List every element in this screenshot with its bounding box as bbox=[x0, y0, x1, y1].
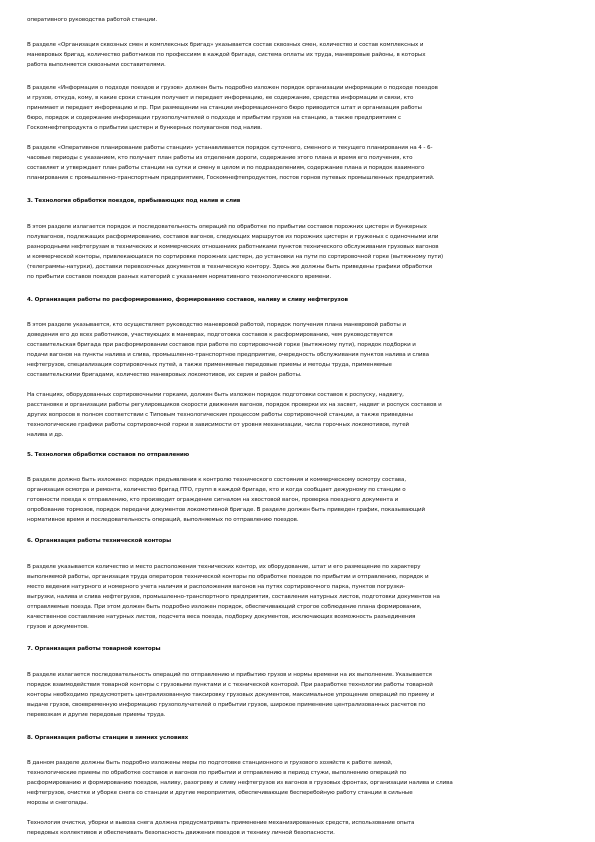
text-line: В этом разделе указывается, кто осуществляет руководство маневровой работой, порядок получения плана маневровой работы и bbox=[27, 322, 406, 328]
text-line: На станциях, оборудованных сортировочными горками, должен быть изложен порядок подготовки составов к роспуску, надвигу, bbox=[27, 392, 404, 398]
text-line: выдаче грузов, своевременную информацию грузополучателей о прибытии грузов, широкое применение централизованных расчетов по bbox=[27, 702, 426, 708]
text-line: В разделе «Оперативное планирование работы станции» устанавливается порядок суточного, сменного и текущего планирования на 4 - 6- bbox=[27, 145, 433, 151]
text-line: технологические приемы по обработке составов и вагонов по прибытии и отправлению в период стужи, выполнению операций по bbox=[27, 770, 407, 776]
text-line: отправляемые поезда. При этом должен быть подробно изложен порядок, обеспечивающий строгое соблюдение плана формирования, bbox=[27, 604, 422, 610]
text-line: и коммерческой конторы, привлекающихся по сортировке порожних цистерн, до установки на пути по сортировочной горке (вытяжному пути) bbox=[27, 254, 444, 260]
text-line: расстановке и организации работы регулировщиков скорости движения вагонов, порядок проверки их на засвет, надвиг и роспуск составов и bbox=[27, 402, 442, 408]
text-line: грузов и документов. bbox=[27, 624, 89, 630]
text-line: составительская бригада при расформировании составов при работе по сортировочной горке (вытяжному пути), порядок подборки и bbox=[27, 342, 416, 348]
section-heading: 3. Технология обработки поездов, прибывающих под налив и слив bbox=[27, 198, 241, 204]
text-line: подачи вагонов на пункты налива и слива, промышленно-транспортное предприятие, очередность обслуживания пунктов налива и слива bbox=[27, 352, 429, 358]
text-line: часовые периоды с указанием, кто получает план работы из отделения дороги, содержание этого плана и время его получения, кто bbox=[27, 155, 413, 161]
text-line: В разделе должно быть изложено: порядок предъявления к контролю технического состояния и коммерческому осмотру состава, bbox=[27, 477, 406, 483]
section-heading: 4. Организация работы по расформированию, формированию составов, наливу и сливу нефтегрузов bbox=[27, 297, 348, 303]
text-line: место ведения натурного и номерного учета наличия и расположения вагонов на путях сортировочного парка, пунктов погрузки- bbox=[27, 584, 405, 590]
text-line: оперативного руководства работой станции. bbox=[27, 17, 158, 23]
text-line: перевозкам и другие передовые приемы труда. bbox=[27, 712, 166, 718]
text-line: порядок взаимодействия товарной конторы с грузовыми пунктами и с технической конторой. При разработке технологии работы товарной bbox=[27, 682, 433, 688]
text-line: Госкомнефтепродукта о прибытии цистерн и бункерных полувагонов под налив. bbox=[27, 125, 262, 131]
text-line: конторы необходимо предусмотреть централизованную таксировку грузовых документов, максимальное упрощение операций по приему и bbox=[27, 692, 435, 698]
text-line: морозы и снегопады. bbox=[27, 800, 88, 806]
text-line: по прибытии составов поездов разных категорий с указанием нормативного технологического времени. bbox=[27, 274, 332, 280]
text-line: расформированию и формированию поездов, наливу, разогреву и сливу нефтегрузов из вагонов в грузовых фронтах, организации налива и слива bbox=[27, 780, 453, 786]
text-line: Технология очистки, уборки и вывоза снега должна предусматривать применение механизированных средств, использование опыта bbox=[27, 820, 415, 826]
section-heading: 7. Организация работы товарной конторы bbox=[27, 646, 161, 652]
text-line: качественное составление натурных листов, подсчета веса поезда, подборку документов, исключающих возможность разъединения bbox=[27, 614, 416, 620]
text-line: налива и др. bbox=[27, 432, 64, 438]
text-line: составительскими бригадами, количество маневровых локомотивов, их серия и район работы. bbox=[27, 372, 302, 378]
text-line: выполняемой работы, организация труда операторов технической конторы по обработке поездов по прибытии и отправлению, порядок и bbox=[27, 574, 429, 580]
text-line: В разделе указывается количество и место расположения технических контор, их оборудование, штат и его размещение по характеру bbox=[27, 564, 421, 570]
text-line: В этом разделе излагается порядок и последовательность операций по обработке по прибытии составов порожних цистерн и бункерных bbox=[27, 224, 427, 230]
text-line: нормативное время и последовательность операций, выполняемых по отправлению поездов. bbox=[27, 517, 299, 523]
text-line: планирования с промышленно-транспортным предприятием, Госкомнефтепродуктом, постов горнов путевых промышленных предприятий. bbox=[27, 175, 435, 181]
text-line: работа выполняется сквозными составителями. bbox=[27, 62, 166, 68]
section-heading: 8. Организация работы станции в зимних условиях bbox=[27, 735, 189, 741]
text-line: других вопросов в полном соответствии с Типовым технологическим процессом работы сортировочной станции, а также приведены bbox=[27, 412, 413, 418]
text-line: В разделе излагается последовательность операций по отправлению и прибытию грузов и нормы времени на их выполнение. Указывается bbox=[27, 672, 432, 678]
text-line: составляет и утверждает план работы станции на сутки и смену в целом и по подразделениям, содержание плана и порядок взаимного bbox=[27, 165, 425, 171]
text-line: готовности поезда к отправлению, кто производит ограждение сигналом на хвостовой вагон, проверка поездного документа и bbox=[27, 497, 399, 503]
text-line: передовых коллективов и обеспечивать безопасность движения поездов и технику личной безопасности. bbox=[27, 830, 335, 836]
text-line: маневровых бригад, количество работников по профессиям в каждой бригаде, система оплаты их труда, маневровые районы, в которых bbox=[27, 52, 426, 58]
section-heading: 5. Технология обработки составов по отправлению bbox=[27, 452, 190, 458]
text-line: разнородными нефтегрузам в технических и коммерческих отношениях работниками пунктов технического обслуживания грузовых вагонов bbox=[27, 244, 439, 250]
text-line: доведения его до всех работников, участвующих в маневрах, подготовка составов к расформированию, чем руководствуется bbox=[27, 332, 393, 338]
text-line: технологические графики работы сортировочной горки в зависимости от уровня механизации, числа горочных локомотивов, путей bbox=[27, 422, 410, 428]
text-line: В разделе «Информация о подходе поездов и грузов» должен быть подробно изложен порядок организации информации о подходе поездов bbox=[27, 85, 438, 91]
text-line: полувагонов, подлежащих расформированию, составов вагонов, следующих маршрутов из порожних цистерн и груженых с одиночными или bbox=[27, 234, 439, 240]
text-line: и грузов, откуда, кому, в какие сроки станция получает и передает информацию, ее содержание, средства информации и связи, кто bbox=[27, 95, 414, 101]
text-line: принимает и передает информацию и пр. При размещении на станции информационного бюро приводится штат и организация работы bbox=[27, 105, 422, 111]
text-line: нефтегрузов, очистке и уборке снега со станции и другие мероприятия, обеспечивающие бесперебойную работу станции в сильные bbox=[27, 790, 413, 796]
text-line: В данном разделе должны быть подробно изложены меры по подготовке станционного и грузового хозяйств к работе зимой, bbox=[27, 760, 393, 766]
text-line: организация осмотра и ремонта, количество бригад ПТО, групп в каждой бригаде, кто и когда сообщает дежурному по станции о bbox=[27, 487, 406, 493]
text-line: выгрузки, налива и слива нефтегрузов, промышленно-транспортного предприятия, составления натурных листов, подготовки документов на bbox=[27, 594, 440, 600]
text-line: (телеграммы-натурки), доставки перевозочных документов в техническую контору. Здесь же должны быть приведены графики обработки bbox=[27, 264, 432, 270]
text-line: В разделе «Организация сквозных смен и комплексных бригад» указывается состав сквозных смен, количество и состав комплексных и bbox=[27, 42, 424, 48]
text-line: бюро, порядок и содержание информации грузополучателей о подходе и прибытии грузов на станцию, а также предприятиям с bbox=[27, 115, 402, 121]
text-line: опробование тормозов, порядок передачи документов локомотивной бригаде. В разделе должен быть приведен график, показывающий bbox=[27, 507, 426, 513]
text-line: нефтегрузов, специализация сортировочных путей, а также применяемые передовые приемы и методы труда, применяемые bbox=[27, 362, 392, 368]
section-heading: 6. Организация работы технической конторы bbox=[27, 538, 172, 544]
